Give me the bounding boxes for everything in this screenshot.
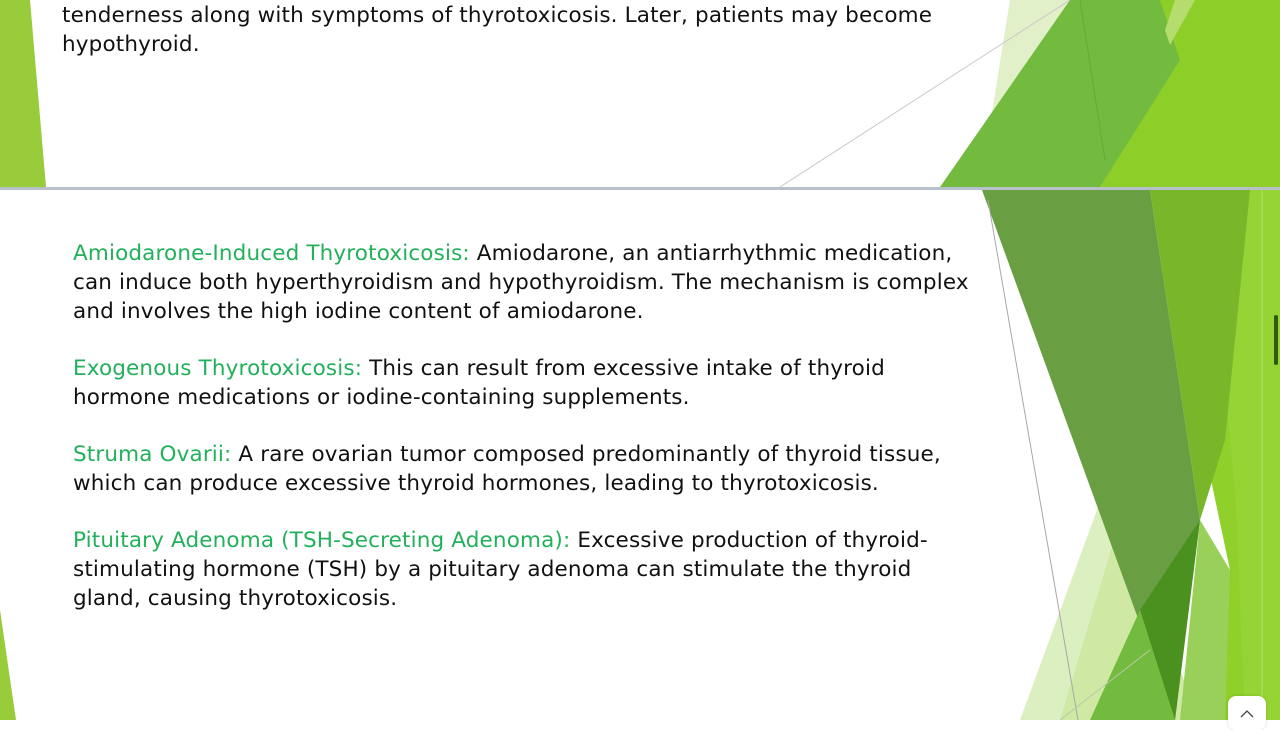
item-term: Exogenous Thyrotoxicosis: [73, 356, 363, 381]
item-term: Struma Ovarii: [73, 442, 232, 467]
scroll-to-top-button[interactable] [1228, 696, 1266, 730]
list-item [73, 354, 973, 412]
list-item [73, 239, 973, 326]
slide-content [73, 239, 973, 641]
item-description: Amiodarone, an antiarrhythmic medication, can induce both hyperthyroidism and hypothyroidism. The mechanism is complex and involves the high iodine content of amiodarone. [73, 241, 969, 324]
item-description: A rare ovarian tumor composed predominantly of thyroid tissue, which can produce excessive thyroid hormones, leading to thyrotoxicosis. [73, 442, 941, 496]
item-term: Amiodarone-Induced Thyrotoxicosis: [73, 241, 470, 266]
item-description: Excessive production of thyroid-stimulating hormone (TSH) by a pituitary adenoma can stimulate the thyroid gland, causing thyrotoxicosis. [73, 528, 928, 611]
list-item [73, 440, 973, 498]
item-term: Pituitary Adenoma (TSH-Secreting Adenoma): [73, 528, 571, 553]
chevron-up-icon [1240, 710, 1254, 718]
item-description: This can result from excessive intake of thyroid hormone medications or iodine-containing supplements. [73, 356, 885, 410]
slide-previous [0, 0, 1280, 187]
slide-current [0, 190, 1280, 720]
list-item [73, 526, 973, 613]
slide-body-text: tenderness along with symptoms of thyrotoxicosis. Later, patients may become hypothyroid. [62, 3, 933, 57]
scrollbar-thumb[interactable] [1274, 315, 1278, 365]
